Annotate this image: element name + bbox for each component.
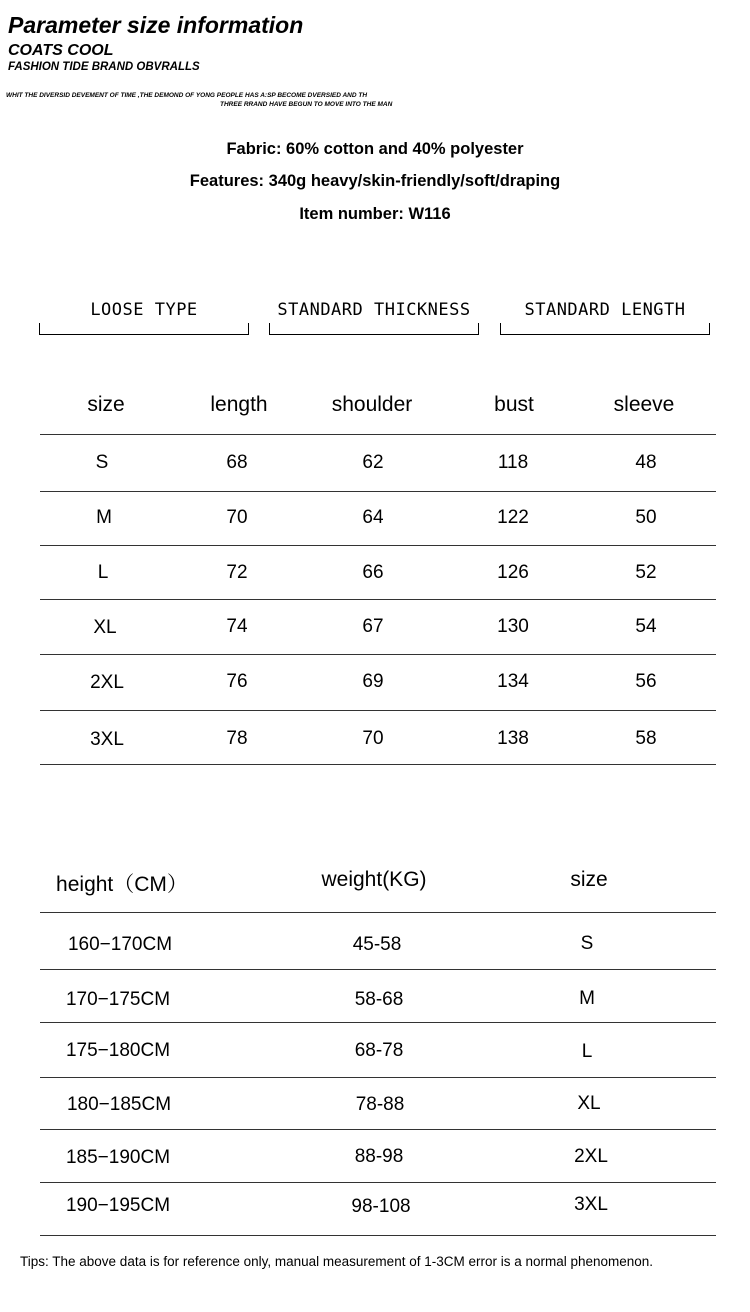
sleeve-cell: 50 xyxy=(635,507,657,528)
page-title: Parameter size information xyxy=(8,12,304,38)
height-cell: 190−195CM xyxy=(65,1195,171,1216)
height-cell: 175−180CM xyxy=(65,1040,171,1061)
height-cell: 180−185CM xyxy=(66,1094,172,1115)
table-divider xyxy=(40,912,716,913)
weight-header: weight(KG) xyxy=(321,868,427,891)
fit-size-cell: M xyxy=(579,988,595,1009)
weight-cell: 68-78 xyxy=(354,1040,404,1061)
fit-size-cell: 2XL xyxy=(574,1146,608,1167)
table-divider xyxy=(40,1235,716,1236)
table-divider xyxy=(40,969,716,970)
bust-cell: 126 xyxy=(497,562,529,583)
size-cell: XL xyxy=(93,617,117,638)
shoulder-header: shoulder xyxy=(331,393,413,416)
shoulder-cell: 70 xyxy=(362,728,384,749)
sleeve-cell: 52 xyxy=(635,562,657,583)
bust-cell: 138 xyxy=(497,728,529,749)
height-cell: 185−190CM xyxy=(65,1147,171,1168)
sleeve-cell: 58 xyxy=(635,728,657,749)
features-info: Features: 340g heavy/skin-friendly/soft/draping xyxy=(189,172,561,190)
length-cell: 74 xyxy=(226,616,248,637)
shoulder-cell: 62 xyxy=(362,452,384,473)
length-cell: 76 xyxy=(226,671,248,692)
tag-standard-thickness: STANDARD THICKNESS xyxy=(277,300,471,320)
fabric-info: Fabric: 60% cotton and 40% polyester xyxy=(226,140,524,158)
length-header: length xyxy=(210,393,268,416)
weight-cell: 45-58 xyxy=(352,934,402,955)
sleeve-cell: 48 xyxy=(635,452,657,473)
bust-cell: 134 xyxy=(497,671,529,692)
shoulder-cell: 66 xyxy=(362,562,384,583)
sleeve-cell: 56 xyxy=(635,671,657,692)
size-cell: 3XL xyxy=(90,729,124,750)
sleeve-header: sleeve xyxy=(613,393,675,416)
size-header: size xyxy=(87,393,125,416)
size-cell: S xyxy=(95,452,109,473)
size-cell: 2XL xyxy=(90,672,124,693)
height-cell: 170−175CM xyxy=(65,989,171,1010)
tips-note: Tips: The above data is for reference only, manual measurement of 1-3CM error is a normal phenomenon. xyxy=(20,1254,654,1269)
table-divider xyxy=(40,1182,716,1183)
bust-header: bust xyxy=(494,393,534,416)
weight-cell: 78-88 xyxy=(355,1094,405,1115)
shoulder-cell: 64 xyxy=(362,507,384,528)
brand-line: COATS COOL xyxy=(8,42,114,59)
size-cell: L xyxy=(97,562,109,583)
sleeve-cell: 54 xyxy=(635,616,657,637)
fit-size-cell: L xyxy=(581,1041,593,1062)
tag-standard-length: STANDARD LENGTH xyxy=(524,300,686,320)
length-cell: 78 xyxy=(226,728,248,749)
shoulder-cell: 69 xyxy=(362,671,384,692)
bust-cell: 122 xyxy=(497,507,529,528)
fit-size-cell: S xyxy=(580,933,594,954)
small-text-line-2: THREE RRAND HAVE BEGUN TO MOVE INTO THE MAN xyxy=(220,101,393,108)
fit-size-header: size xyxy=(570,868,608,891)
table-divider xyxy=(40,1022,716,1023)
small-text-line-1: WHIT THE DIVERSID DEVEMENT OF TIME ,THE DEMOND OF YONG PEOPLE HAS A:SP BECOME DVERSIED AND TH xyxy=(6,92,368,99)
tagline: FASHION TIDE BRAND OBVRALLS xyxy=(8,61,200,73)
height-cell: 160−170CM xyxy=(67,934,173,955)
table-divider xyxy=(40,1129,716,1130)
length-cell: 68 xyxy=(226,452,248,473)
height-header: height（CM） xyxy=(56,873,188,896)
length-cell: 70 xyxy=(226,507,248,528)
weight-cell: 88-98 xyxy=(354,1146,404,1167)
bust-cell: 130 xyxy=(497,616,529,637)
item-number: Item number: W116 xyxy=(299,205,451,223)
fit-size-cell: XL xyxy=(577,1093,601,1114)
shoulder-cell: 67 xyxy=(362,616,384,637)
weight-cell: 58-68 xyxy=(354,989,404,1010)
length-cell: 72 xyxy=(226,562,248,583)
size-cell: M xyxy=(96,507,112,528)
bust-cell: 118 xyxy=(497,452,529,473)
tag-loose-type: LOOSE TYPE xyxy=(90,300,198,320)
weight-cell: 98-108 xyxy=(351,1196,411,1217)
table-divider xyxy=(40,1077,716,1078)
fit-size-cell: 3XL xyxy=(574,1194,608,1215)
